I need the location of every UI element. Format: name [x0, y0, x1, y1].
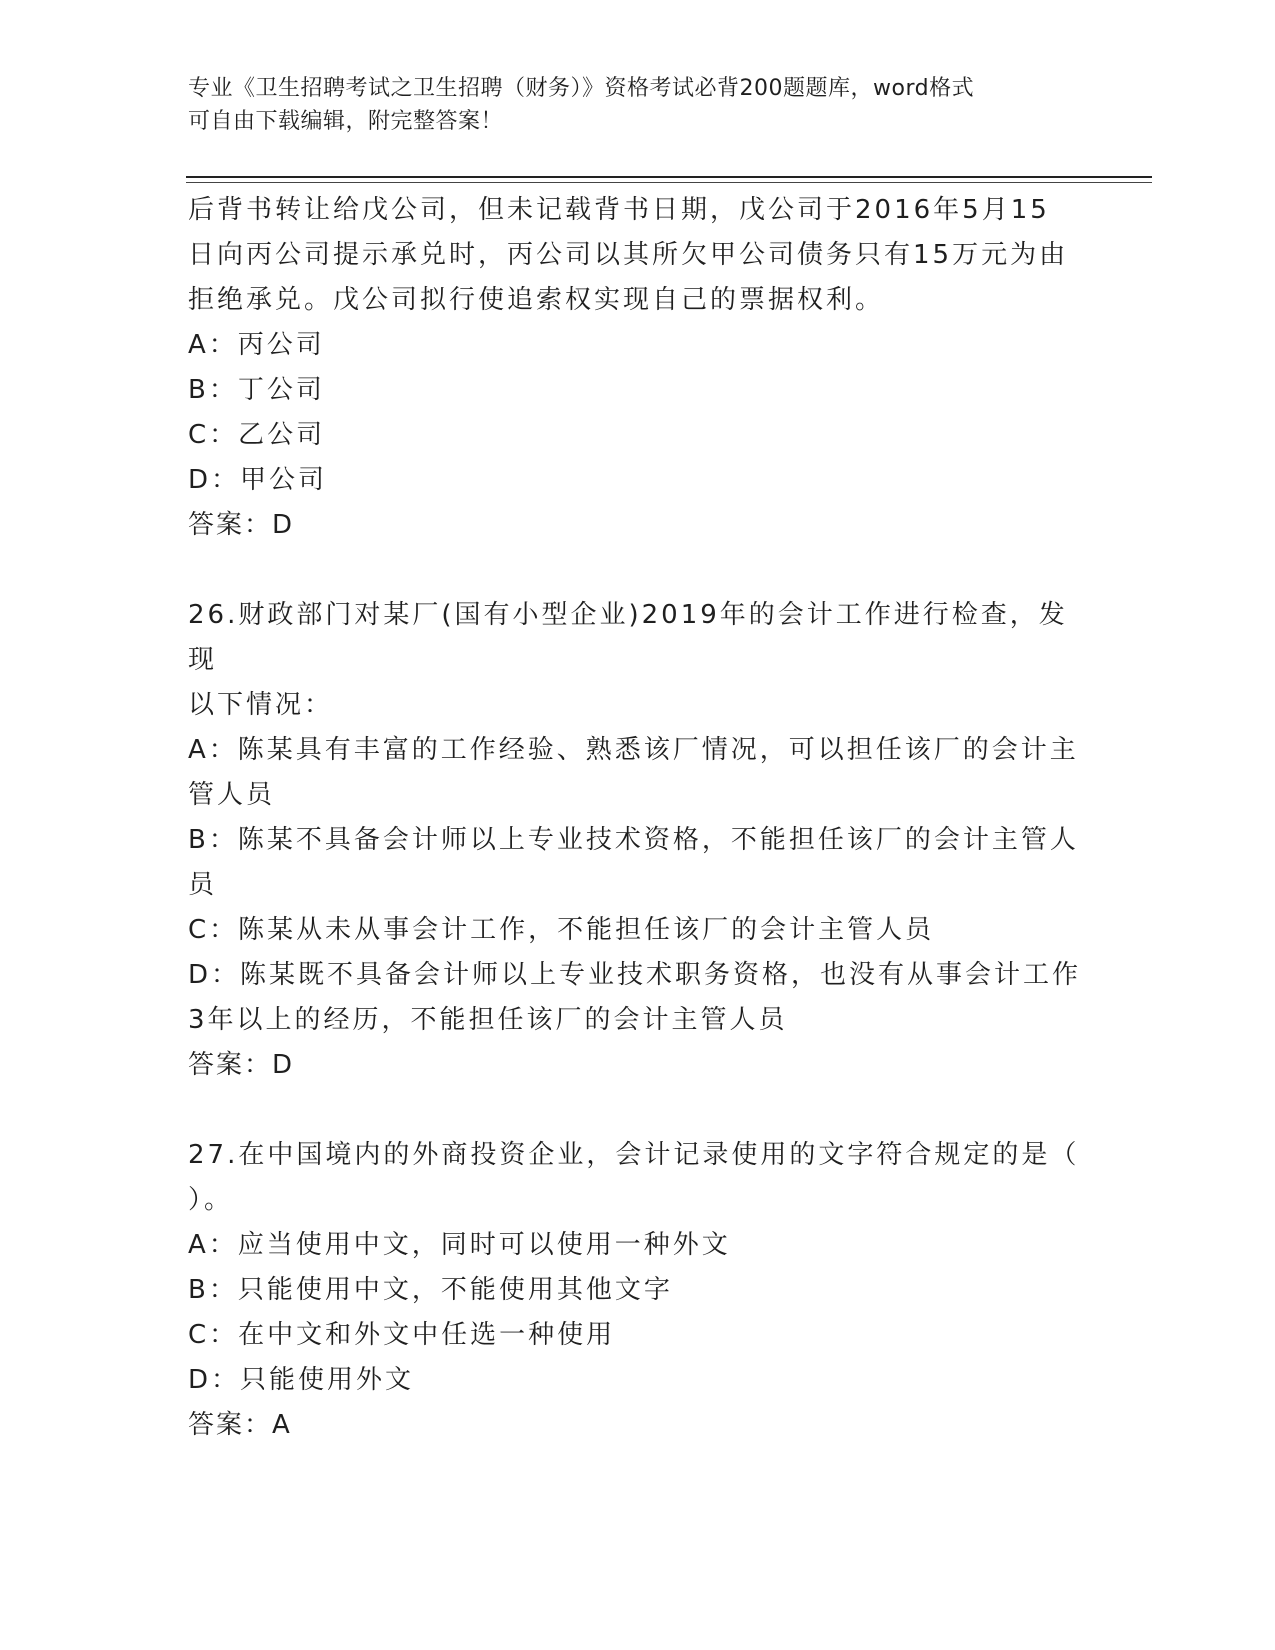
question-stem-line: 日向丙公司提示承兑时，丙公司以其所欠甲公司债务只有15万元为由 [188, 240, 1069, 270]
question-stem-line: 以下情况： [188, 690, 334, 720]
option-a: A：丙公司 [188, 330, 325, 360]
header-divider-thin [186, 182, 1152, 183]
option-line: B：陈某不具备会计师以上专业技术资格，不能担任该厂的会计主管人 [188, 825, 1079, 855]
header-divider-thick [186, 176, 1152, 178]
answer-line: 答案：A [188, 1410, 292, 1440]
question-stem-line: 26.财政部门对某厂(国有小型企业)2019年的会计工作进行检查，发现 [188, 600, 1068, 675]
option-line: D：陈某既不具备会计师以上专业技术职务资格，也没有从事会计工作 [188, 960, 1082, 990]
option-d: D：甲公司 [188, 465, 328, 495]
question-stem-line: 27.在中国境内的外商投资企业，会计记录使用的文字符合规定的是（ [188, 1140, 1080, 1170]
option-line: 员 [188, 870, 218, 900]
question-25-continued [188, 188, 1088, 548]
option-line: A：陈某具有丰富的工作经验、熟悉该厂情况，可以担任该厂的会计主 [188, 735, 1079, 765]
question-26 [188, 593, 1088, 1088]
option-a: A：应当使用中文，同时可以使用一种外文 [188, 1230, 731, 1260]
question-stem-line: 拒绝承兑。戊公司拟行使追索权实现自己的票据权利。 [188, 285, 885, 315]
header-title-line-2: 可自由下载编辑，附完整答案！ [188, 109, 504, 134]
option-d: D：只能使用外文 [188, 1365, 415, 1395]
option-line: 3年以上的经历，不能担任该厂的会计主管人员 [188, 1005, 788, 1035]
option-b: B：只能使用中文，不能使用其他文字 [188, 1275, 673, 1305]
document-body [188, 188, 1088, 1448]
answer-line: 答案：D [188, 510, 295, 540]
option-c: C：在中文和外文中任选一种使用 [188, 1320, 616, 1350]
question-27 [188, 1133, 1088, 1448]
document-header [188, 72, 1088, 138]
option-line: 管人员 [188, 780, 276, 810]
question-spacer [188, 1088, 1088, 1133]
answer-line: 答案：D [188, 1050, 295, 1080]
question-spacer [188, 548, 1088, 593]
option-c: C：乙公司 [188, 420, 326, 450]
option-b: B：丁公司 [188, 375, 325, 405]
header-title-line-1: 专业《卫生招聘考试之卫生招聘（财务）》资格考试必背200题题库，word格式 [188, 76, 975, 101]
option-line: C：陈某从未从事会计工作，不能担任该厂的会计主管人员 [188, 915, 935, 945]
question-stem-line: ）。 [188, 1185, 234, 1215]
question-stem-line: 后背书转让给戊公司，但未记载背书日期，戊公司于2016年5月15 [188, 195, 1050, 225]
